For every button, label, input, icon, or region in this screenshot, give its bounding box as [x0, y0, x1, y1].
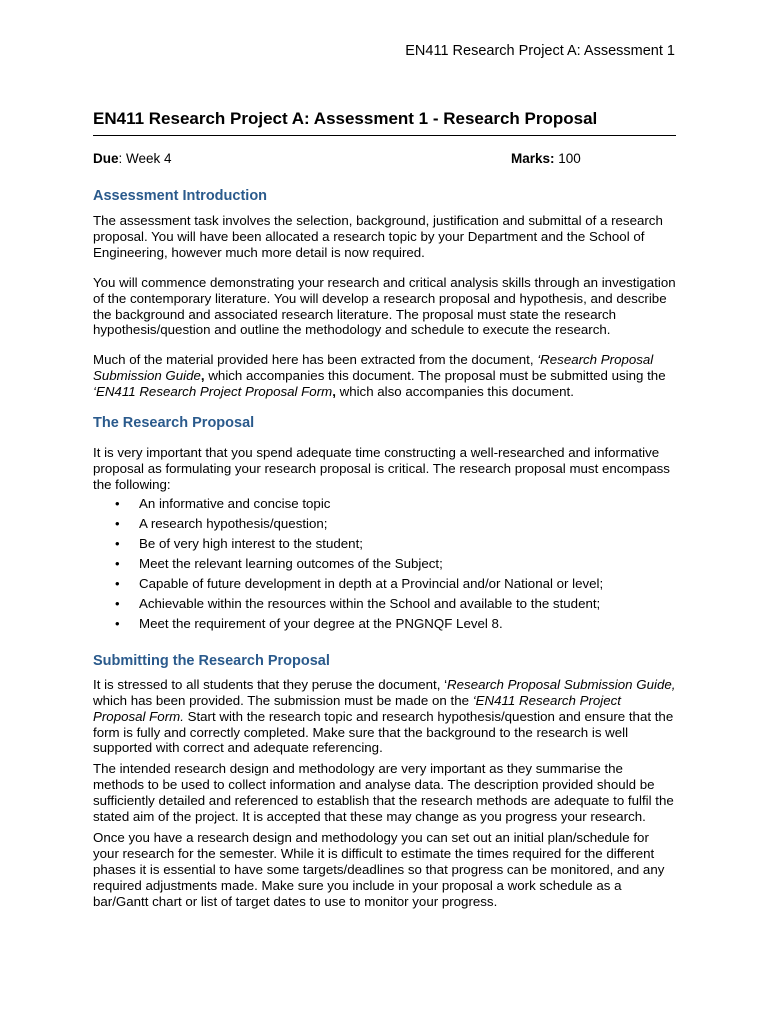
bullet-icon: • — [115, 555, 120, 571]
intro-p3-text-d: which accompanies this document. The proposal must be submitted using the — [204, 368, 666, 384]
due-marks-row — [93, 150, 676, 168]
bullet-icon: • — [115, 535, 120, 551]
marks-value: 100 — [554, 151, 581, 166]
intro-paragraph-3 — [93, 352, 676, 400]
list-item-text: Meet the relevant learning outcomes of the Subject; — [139, 555, 443, 571]
list-item — [93, 574, 676, 594]
bullet-icon: • — [115, 495, 120, 511]
list-item — [93, 614, 676, 634]
submit-p1-text-c: which has been provided. The submission must be made on the — [93, 692, 473, 708]
list-item-text: Be of very high interest to the student; — [139, 535, 363, 551]
submitting-paragraph-1 — [93, 677, 676, 757]
proposal-form-ref: ‘EN411 Research Project Proposal Form — [93, 384, 333, 400]
list-item-text: An informative and concise topic — [139, 495, 331, 511]
marks-label: Marks: — [511, 151, 555, 166]
list-item — [93, 554, 676, 574]
intro-paragraph-1: The assessment task involves the selection, background, justification and submittal of a research proposal. You will have been allocated a research topic by your Department and the School of Engineering, however much more detail is now required. — [93, 213, 663, 260]
running-header: EN411 Research Project A: Assessment 1 — [405, 43, 675, 59]
submission-guide-ref: ‘Research Proposal Submission Guide — [93, 352, 654, 384]
proposal-form-ref-2: ‘EN411 Research Project Proposal Form. — [93, 692, 621, 724]
page-title: EN411 Research Project A: Assessment 1 - Research Proposal — [93, 108, 676, 136]
requirements-list — [93, 494, 676, 634]
bullet-icon: • — [115, 595, 120, 611]
document-body — [93, 108, 676, 909]
list-item-text: Capable of future development in depth at a Provincial and/or National or level; — [139, 575, 604, 591]
submission-guide-ref-2: Research Proposal Submission Guide, — [447, 676, 676, 692]
submit-p1-text-a: It is stressed to all students that they peruse the document, ‘ — [93, 676, 448, 692]
marks-info — [511, 150, 581, 168]
due-label: Due — [93, 151, 119, 166]
list-item — [93, 494, 676, 514]
intro-p3-comma-2: , — [332, 384, 336, 400]
section-heading-intro: Assessment Introduction — [93, 188, 268, 204]
list-item — [93, 514, 676, 534]
submitting-paragraph-2: The intended research design and methodology are very important as they summarise the methods to be used to collect information and analyse data. The description provided should be sufficiently detailed and referenced to establish that the research methods are adequate to fulfil the stated aim of the project. It is accepted that these may change as you progress your research. — [93, 761, 674, 825]
due-value: : Week 4 — [118, 151, 172, 166]
submit-p1-text-e: Start with the research topic and research hypothesis/question and ensure that the form is fully and correctly completed. Make sure that the background to the research is well supported with correct and adequate referencing. — [93, 708, 674, 756]
section-heading-proposal: The Research Proposal — [93, 415, 255, 432]
bullet-icon: • — [115, 515, 120, 531]
list-item-text: Meet the requirement of your degree at the PNGNQF Level 8. — [139, 615, 503, 631]
list-item — [93, 594, 676, 614]
intro-p3-text-g: which also accompanies this document. — [335, 384, 574, 400]
due-info — [93, 150, 172, 168]
bullet-icon: • — [115, 575, 120, 591]
list-item — [93, 534, 676, 554]
intro-paragraph-2: You will commence demonstrating your research and critical analysis skills through an investigation of the contemporary literature. You will develop a research proposal and hypothesis, and describe the background and associated research literature. The proposal must state the research hypothesis/question and outline the methodology and schedule to execute the research. — [93, 274, 676, 338]
section-heading-submitting: Submitting the Research Proposal — [93, 652, 330, 669]
intro-p3-text-a: Much of the material provided here has been extracted from the document, — [93, 352, 538, 368]
list-item-text: Achievable within the resources within the School and available to the student; — [139, 595, 601, 611]
bullet-icon: • — [115, 615, 120, 631]
intro-p3-comma-1: , — [200, 368, 205, 384]
proposal-paragraph-1: It is very important that you spend adequate time constructing a well-researched and informative proposal as formulating your research proposal is critical. The research proposal must encompass the following: — [93, 445, 670, 492]
submitting-paragraph-3: Once you have a research design and methodology you can set out an initial plan/schedule for your research for the semester. While it is difficult to estimate the times required for the different phases it is essential to have some targets/deadlines so that progress can be monitored, and any required adjustments made. Make sure you include in your proposal a work schedule as a bar/Gantt chart or list of target dates to use to monitor your progress. — [93, 829, 665, 909]
list-item-text: A research hypothesis/question; — [139, 515, 328, 531]
